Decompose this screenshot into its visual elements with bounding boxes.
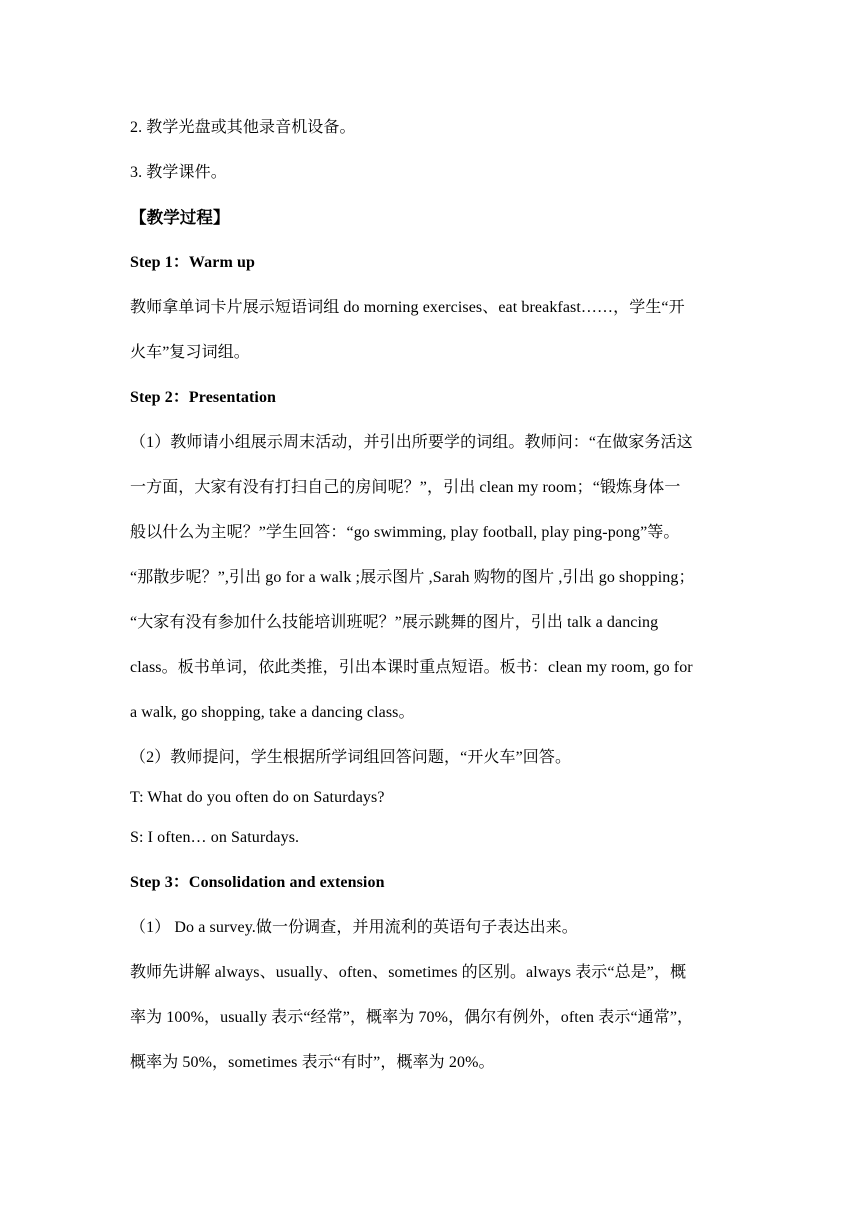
paragraph-line: 一方面，大家有没有打扫自己的房间呢？”，引出 clean my room；“锻炼身体一: [130, 479, 681, 496]
paragraph-line: 率为 100%，usually 表示“经常”，概率为 70%，偶尔有例外，often 表示“通常”，: [130, 1009, 694, 1026]
list-item-teaching-disc: 2. 教学光盘或其他录音机设备。: [130, 119, 356, 136]
paragraph-line: class。板书单词，依此类推，引出本课时重点短语。板书：clean my room, go for: [130, 659, 693, 676]
paragraph-line: “那散步呢？”,引出 go for a walk ;展示图片 ,Sarah 购物的图片 ,引出 go shopping；: [130, 569, 695, 586]
paragraph-line: （2）教师提问，学生根据所学词组回答问题，“开火车”回答。: [130, 749, 572, 766]
paragraph-line: 概率为 50%，sometimes 表示“有时”，概率为 20%。: [130, 1054, 495, 1071]
step-1-heading: Step 1：Warm up: [130, 254, 255, 271]
paragraph-line: a walk, go shopping, take a dancing class。: [130, 704, 415, 721]
paragraph-line: 火车”复习词组。: [130, 344, 250, 361]
paragraph-line: “大家有没有参加什么技能培训班呢？”展示跳舞的图片，引出 talk a dancing: [130, 614, 659, 631]
paragraph-line: （1）教师请小组展示周末活动，并引出所要学的词组。教师问：“在做家务活这: [130, 434, 693, 451]
paragraph-line: 教师先讲解 always、usually、often、sometimes 的区别。always 表示“总是”，概: [130, 964, 687, 981]
paragraph-line: 教师拿单词卡片展示短语词组 do morning exercises、eat breakfast……，学生“开: [130, 299, 685, 316]
step-3-heading: Step 3：Consolidation and extension: [130, 874, 385, 891]
list-item-courseware: 3. 教学课件。: [130, 164, 227, 181]
paragraph-line: （1） Do a survey.做一份调查，并用流利的英语句子表达出来。: [130, 919, 578, 936]
section-heading-teaching-process: 【教学过程】: [130, 208, 230, 227]
dialogue-student-line: S: I often… on Saturdays.: [130, 829, 300, 846]
step-2-heading: Step 2：Presentation: [130, 389, 277, 406]
dialogue-teacher-line: T: What do you often do on Saturdays?: [130, 789, 385, 806]
paragraph-line: 般以什么为主呢？”学生回答：“go swimming, play football, play ping-pong”等。: [130, 524, 680, 541]
